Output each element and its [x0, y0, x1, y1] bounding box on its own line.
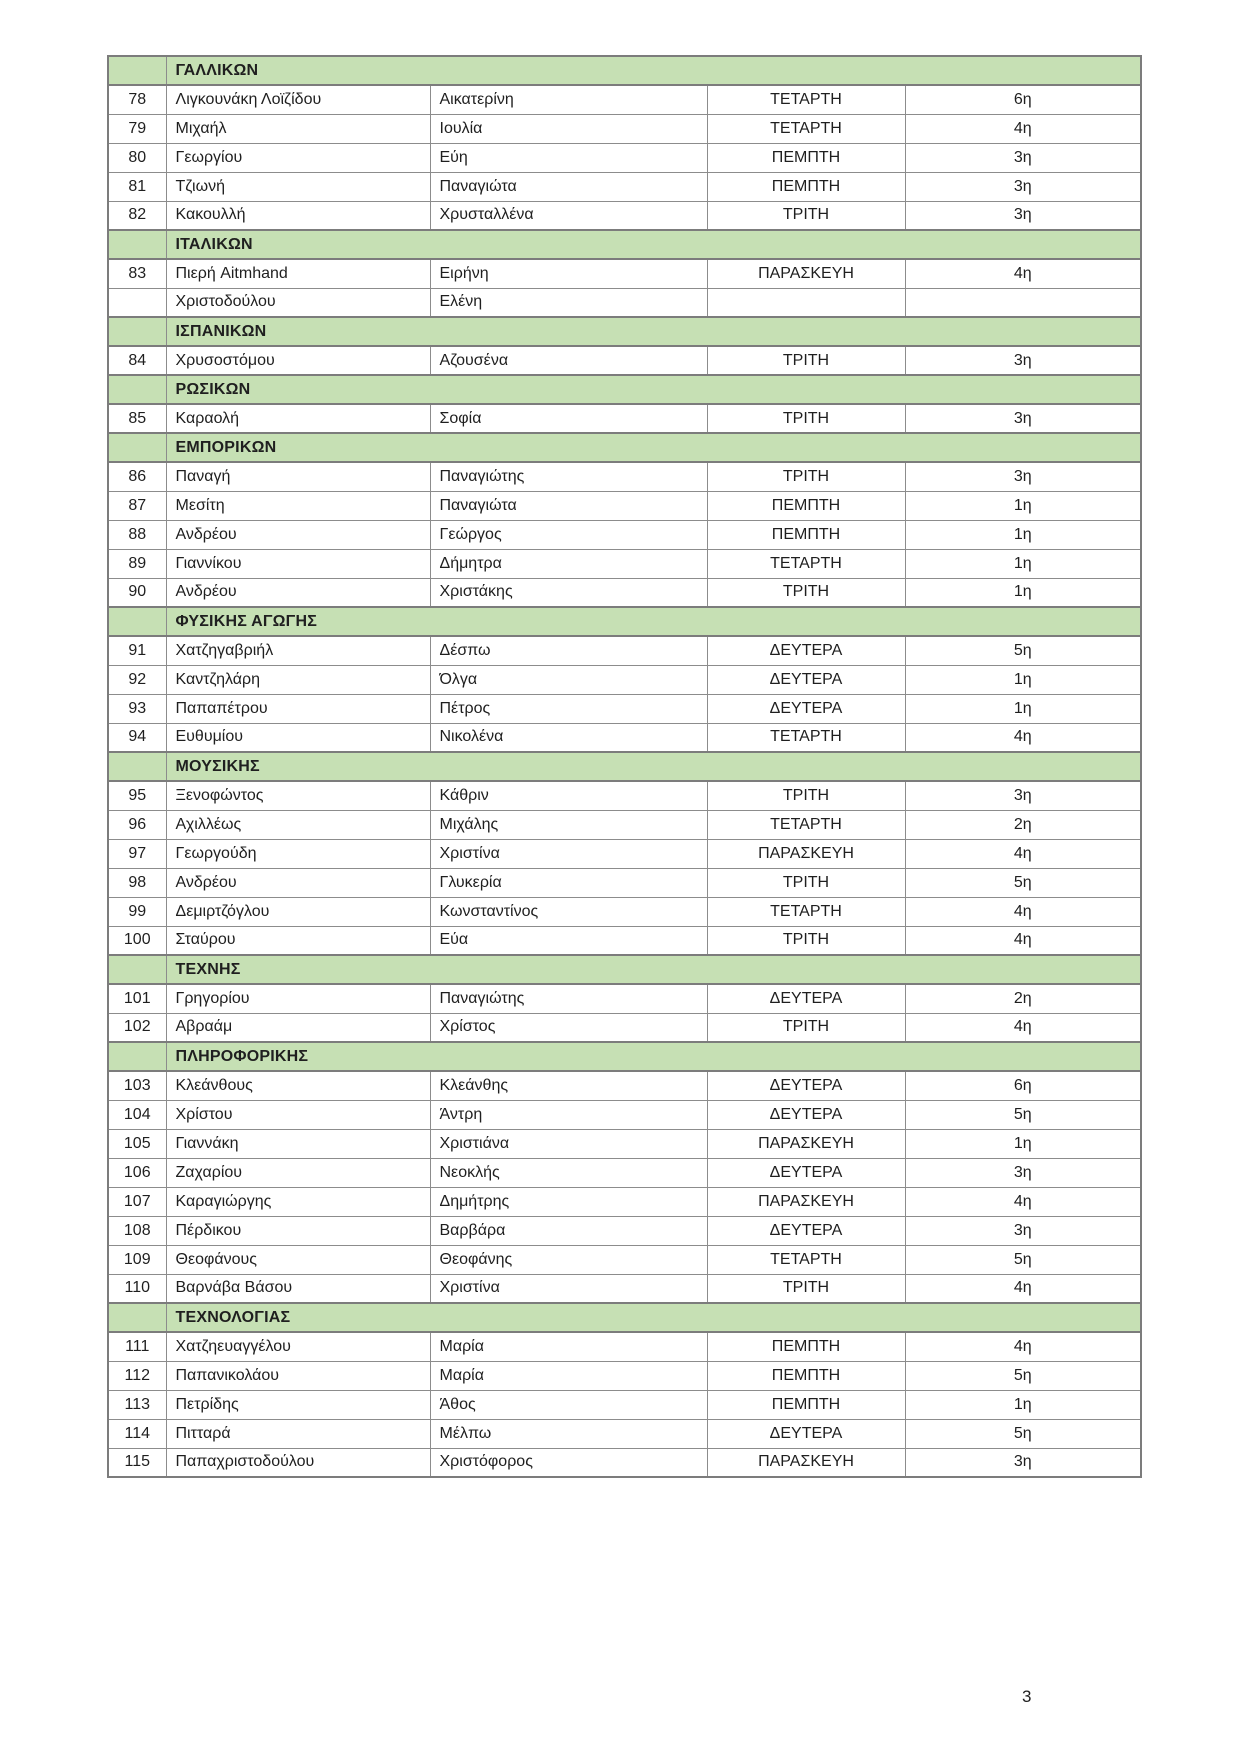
cell-surname: Πετρίδης — [166, 1390, 430, 1419]
cell-number: 112 — [108, 1361, 166, 1390]
cell-period: 5η — [905, 1361, 1141, 1390]
cell-day: ΠΑΡΑΣΚΕΥΗ — [707, 839, 905, 868]
section-header-row — [108, 56, 1141, 85]
cell-day: ΤΡΙΤΗ — [707, 926, 905, 955]
cell-firstname: Κλεάνθης — [430, 1071, 707, 1100]
page-number: 3 — [1022, 1687, 1032, 1706]
cell-period: 5η — [905, 636, 1141, 665]
cell-surname: Χριστοδούλου — [166, 288, 430, 317]
cell-day: ΤΡΙΤΗ — [707, 1013, 905, 1042]
table-row — [108, 491, 1141, 520]
cell-number: 98 — [108, 868, 166, 897]
cell-period: 1η — [905, 694, 1141, 723]
cell-day: ΠΕΜΠΤΗ — [707, 1361, 905, 1390]
cell-day: ΔΕΥΤΕΡΑ — [707, 1216, 905, 1245]
cell-number: 108 — [108, 1216, 166, 1245]
cell-surname: Καραγιώργης — [166, 1187, 430, 1216]
cell-firstname: Μαρία — [430, 1332, 707, 1361]
section-header-row — [108, 955, 1141, 984]
cell-day: ΠΕΜΠΤΗ — [707, 1390, 905, 1419]
table-row — [108, 1100, 1141, 1129]
cell-firstname: Ελένη — [430, 288, 707, 317]
cell-firstname: Όλγα — [430, 665, 707, 694]
cell-day: ΤΡΙΤΗ — [707, 868, 905, 897]
cell-number: 115 — [108, 1448, 166, 1477]
cell-surname: Θεοφάνους — [166, 1245, 430, 1274]
cell-day: ΤΡΙΤΗ — [707, 578, 905, 607]
section-header-row — [108, 607, 1141, 636]
cell-day: ΠΕΜΠΤΗ — [707, 172, 905, 201]
cell-period: 4η — [905, 1013, 1141, 1042]
cell-period: 1η — [905, 665, 1141, 694]
table-row — [108, 85, 1141, 114]
cell-number: 85 — [108, 404, 166, 433]
cell-period: 4η — [905, 259, 1141, 288]
cell-day: ΤΡΙΤΗ — [707, 201, 905, 230]
cell-number: 78 — [108, 85, 166, 114]
table-row — [108, 172, 1141, 201]
table-row — [108, 114, 1141, 143]
section-title: ΙΣΠΑΝΙΚΩΝ — [166, 317, 1141, 346]
cell-surname: Χρυσοστόμου — [166, 346, 430, 375]
table-row — [108, 984, 1141, 1013]
cell-surname: Μιχαήλ — [166, 114, 430, 143]
section-header-spacer — [108, 375, 166, 404]
table-row — [108, 1448, 1141, 1477]
cell-day: ΤΡΙΤΗ — [707, 1274, 905, 1303]
section-title: ΦΥΣΙΚΗΣ ΑΓΩΓΗΣ — [166, 607, 1141, 636]
table-row — [108, 839, 1141, 868]
table-row — [108, 520, 1141, 549]
cell-firstname: Άθος — [430, 1390, 707, 1419]
cell-period: 2η — [905, 984, 1141, 1013]
cell-period: 4η — [905, 1187, 1141, 1216]
cell-period: 5η — [905, 1245, 1141, 1274]
cell-firstname: Παναγιώτα — [430, 172, 707, 201]
cell-surname: Γεωργίου — [166, 143, 430, 172]
cell-number: 94 — [108, 723, 166, 752]
cell-day: ΠΕΜΠΤΗ — [707, 143, 905, 172]
cell-surname: Γιαννίκου — [166, 549, 430, 578]
table-row — [108, 723, 1141, 752]
cell-period: 5η — [905, 1100, 1141, 1129]
cell-surname: Ζαχαρίου — [166, 1158, 430, 1187]
table-row — [108, 549, 1141, 578]
cell-surname: Πιτταρά — [166, 1419, 430, 1448]
table-row — [108, 1245, 1141, 1274]
cell-day: ΔΕΥΤΕΡΑ — [707, 636, 905, 665]
cell-day: ΠΑΡΑΣΚΕΥΗ — [707, 259, 905, 288]
cell-firstname: Χριστίνα — [430, 1274, 707, 1303]
section-title: ΕΜΠΟΡΙΚΩΝ — [166, 433, 1141, 462]
section-header-row — [108, 752, 1141, 781]
table-row — [108, 1390, 1141, 1419]
table-row — [108, 578, 1141, 607]
cell-day: ΠΕΜΠΤΗ — [707, 1332, 905, 1361]
cell-number: 96 — [108, 810, 166, 839]
table-row — [108, 201, 1141, 230]
cell-number: 100 — [108, 926, 166, 955]
cell-firstname: Παναγιώτα — [430, 491, 707, 520]
cell-period: 4η — [905, 723, 1141, 752]
cell-day: ΠΑΡΑΣΚΕΥΗ — [707, 1129, 905, 1158]
cell-number: 86 — [108, 462, 166, 491]
cell-day: ΔΕΥΤΕΡΑ — [707, 1419, 905, 1448]
table-row — [108, 1332, 1141, 1361]
table-row — [108, 346, 1141, 375]
cell-day: ΤΕΤΑΡΤΗ — [707, 549, 905, 578]
cell-firstname: Αζουσένα — [430, 346, 707, 375]
cell-period: 6η — [905, 85, 1141, 114]
section-header-row — [108, 375, 1141, 404]
table-row — [108, 259, 1141, 288]
cell-period: 4η — [905, 1274, 1141, 1303]
cell-surname: Παναγή — [166, 462, 430, 491]
cell-firstname: Γλυκερία — [430, 868, 707, 897]
table-row — [108, 1129, 1141, 1158]
cell-day: ΤΕΤΑΡΤΗ — [707, 114, 905, 143]
section-title: ΤΕΧΝΟΛΟΓΙΑΣ — [166, 1303, 1141, 1332]
cell-surname: Ανδρέου — [166, 578, 430, 607]
section-header-spacer — [108, 317, 166, 346]
cell-number: 107 — [108, 1187, 166, 1216]
cell-firstname: Νικολένα — [430, 723, 707, 752]
cell-surname: Γρηγορίου — [166, 984, 430, 1013]
cell-firstname: Δημήτρης — [430, 1187, 707, 1216]
cell-firstname: Χρυσταλλένα — [430, 201, 707, 230]
cell-firstname: Κάθριν — [430, 781, 707, 810]
cell-number: 80 — [108, 143, 166, 172]
cell-surname: Δεμιρτζόγλου — [166, 897, 430, 926]
cell-surname: Χατζηευαγγέλου — [166, 1332, 430, 1361]
table-row — [108, 1419, 1141, 1448]
cell-day: ΤΕΤΑΡΤΗ — [707, 1245, 905, 1274]
cell-period: 3η — [905, 346, 1141, 375]
schedule-table-body — [108, 56, 1141, 1477]
cell-firstname: Χριστίνα — [430, 839, 707, 868]
cell-period: 3η — [905, 781, 1141, 810]
cell-period: 5η — [905, 1419, 1141, 1448]
cell-number: 82 — [108, 201, 166, 230]
cell-period: 1η — [905, 1390, 1141, 1419]
section-header-row — [108, 230, 1141, 259]
cell-surname: Χατζηγαβριήλ — [166, 636, 430, 665]
cell-number: 79 — [108, 114, 166, 143]
schedule-table — [107, 55, 1142, 1478]
cell-period: 3η — [905, 201, 1141, 230]
table-row — [108, 1187, 1141, 1216]
cell-surname: Παπαχριστοδούλου — [166, 1448, 430, 1477]
cell-period: 4η — [905, 1332, 1141, 1361]
table-row — [108, 1274, 1141, 1303]
cell-firstname: Χρίστος — [430, 1013, 707, 1042]
cell-day: ΤΕΤΑΡΤΗ — [707, 810, 905, 839]
cell-day: ΔΕΥΤΕΡΑ — [707, 665, 905, 694]
cell-number: 93 — [108, 694, 166, 723]
cell-number: 110 — [108, 1274, 166, 1303]
table-row — [108, 636, 1141, 665]
cell-surname: Ανδρέου — [166, 868, 430, 897]
cell-day: ΠΑΡΑΣΚΕΥΗ — [707, 1187, 905, 1216]
cell-number: 109 — [108, 1245, 166, 1274]
cell-number: 90 — [108, 578, 166, 607]
cell-firstname: Εύη — [430, 143, 707, 172]
cell-period: 3η — [905, 1448, 1141, 1477]
cell-firstname: Ιουλία — [430, 114, 707, 143]
cell-firstname: Κωνσταντίνος — [430, 897, 707, 926]
cell-firstname: Δήμητρα — [430, 549, 707, 578]
cell-day: ΠΑΡΑΣΚΕΥΗ — [707, 1448, 905, 1477]
cell-surname: Αβραάμ — [166, 1013, 430, 1042]
cell-firstname: Ειρήνη — [430, 259, 707, 288]
cell-period: 5η — [905, 868, 1141, 897]
cell-number: 84 — [108, 346, 166, 375]
cell-day: ΔΕΥΤΕΡΑ — [707, 694, 905, 723]
cell-firstname: Βαρβάρα — [430, 1216, 707, 1245]
cell-number: 106 — [108, 1158, 166, 1187]
cell-surname: Αχιλλέως — [166, 810, 430, 839]
cell-day: ΤΕΤΑΡΤΗ — [707, 897, 905, 926]
cell-firstname: Χριστιάνα — [430, 1129, 707, 1158]
cell-number: 99 — [108, 897, 166, 926]
cell-firstname: Μιχάλης — [430, 810, 707, 839]
cell-firstname: Δέσπω — [430, 636, 707, 665]
table-row — [108, 810, 1141, 839]
cell-day: ΔΕΥΤΕΡΑ — [707, 1158, 905, 1187]
cell-day: ΔΕΥΤΕΡΑ — [707, 984, 905, 1013]
cell-firstname: Παναγιώτης — [430, 462, 707, 491]
cell-surname: Γεωργούδη — [166, 839, 430, 868]
cell-firstname: Χριστόφορος — [430, 1448, 707, 1477]
cell-number: 87 — [108, 491, 166, 520]
cell-surname: Λιγκουνάκη Λοϊζίδου — [166, 85, 430, 114]
section-header-spacer — [108, 607, 166, 636]
cell-day: ΔΕΥΤΕΡΑ — [707, 1100, 905, 1129]
section-title: ΜΟΥΣΙΚΗΣ — [166, 752, 1141, 781]
table-row — [108, 897, 1141, 926]
section-header-spacer — [108, 56, 166, 85]
cell-surname: Καντζηλάρη — [166, 665, 430, 694]
cell-period: 1η — [905, 578, 1141, 607]
section-header-row — [108, 1303, 1141, 1332]
section-title: ΓΑΛΛΙΚΩΝ — [166, 56, 1141, 85]
cell-number: 113 — [108, 1390, 166, 1419]
table-row — [108, 143, 1141, 172]
cell-period: 4η — [905, 926, 1141, 955]
section-header-row — [108, 317, 1141, 346]
table-row — [108, 665, 1141, 694]
cell-day: ΤΡΙΤΗ — [707, 781, 905, 810]
cell-firstname: Μαρία — [430, 1361, 707, 1390]
cell-surname: Κακουλλή — [166, 201, 430, 230]
cell-surname: Παπανικολάου — [166, 1361, 430, 1390]
cell-day: ΤΡΙΤΗ — [707, 404, 905, 433]
section-header-spacer — [108, 230, 166, 259]
cell-firstname: Σοφία — [430, 404, 707, 433]
cell-number: 97 — [108, 839, 166, 868]
cell-period: 2η — [905, 810, 1141, 839]
cell-surname: Γιαννάκη — [166, 1129, 430, 1158]
section-title: ΠΛΗΡΟΦΟΡΙΚΗΣ — [166, 1042, 1141, 1071]
cell-number: 83 — [108, 259, 166, 288]
cell-surname: Πέρδικου — [166, 1216, 430, 1245]
cell-period: 4η — [905, 897, 1141, 926]
cell-firstname: Αικατερίνη — [430, 85, 707, 114]
cell-firstname: Εύα — [430, 926, 707, 955]
section-header-row — [108, 433, 1141, 462]
cell-firstname: Γεώργος — [430, 520, 707, 549]
section-header-spacer — [108, 955, 166, 984]
cell-period: 3η — [905, 172, 1141, 201]
cell-surname: Ξενοφώντος — [166, 781, 430, 810]
table-row — [108, 781, 1141, 810]
cell-period: 3η — [905, 462, 1141, 491]
cell-surname: Σταύρου — [166, 926, 430, 955]
section-header-spacer — [108, 1303, 166, 1332]
cell-firstname: Χριστάκης — [430, 578, 707, 607]
cell-number — [108, 288, 166, 317]
cell-number: 104 — [108, 1100, 166, 1129]
cell-number: 105 — [108, 1129, 166, 1158]
table-row — [108, 694, 1141, 723]
cell-day: ΤΕΤΑΡΤΗ — [707, 85, 905, 114]
table-row — [108, 1216, 1141, 1245]
section-title: ΤΕΧΝΗΣ — [166, 955, 1141, 984]
section-title: ΙΤΑΛΙΚΩΝ — [166, 230, 1141, 259]
cell-surname: Βαρνάβα Βάσου — [166, 1274, 430, 1303]
section-title: ΡΩΣΙΚΩΝ — [166, 375, 1141, 404]
cell-period: 1η — [905, 1129, 1141, 1158]
cell-number: 89 — [108, 549, 166, 578]
cell-surname: Καραολή — [166, 404, 430, 433]
cell-number: 88 — [108, 520, 166, 549]
cell-firstname: Θεοφάνης — [430, 1245, 707, 1274]
cell-day: ΠΕΜΠΤΗ — [707, 520, 905, 549]
section-header-spacer — [108, 1042, 166, 1071]
section-header-row — [108, 1042, 1141, 1071]
cell-surname: Ανδρέου — [166, 520, 430, 549]
cell-period: 3η — [905, 1216, 1141, 1245]
cell-surname: Παπαπέτρου — [166, 694, 430, 723]
cell-day — [707, 288, 905, 317]
cell-number: 91 — [108, 636, 166, 665]
cell-surname: Ευθυμίου — [166, 723, 430, 752]
cell-day: ΤΡΙΤΗ — [707, 462, 905, 491]
cell-period: 3η — [905, 404, 1141, 433]
cell-day: ΠΕΜΠΤΗ — [707, 491, 905, 520]
cell-day: ΤΕΤΑΡΤΗ — [707, 723, 905, 752]
cell-period: 1η — [905, 549, 1141, 578]
cell-firstname: Παναγιώτης — [430, 984, 707, 1013]
table-row — [108, 868, 1141, 897]
cell-period: 3η — [905, 1158, 1141, 1187]
cell-day: ΔΕΥΤΕΡΑ — [707, 1071, 905, 1100]
section-header-spacer — [108, 433, 166, 462]
cell-period: 1η — [905, 520, 1141, 549]
cell-surname: Τζιωνή — [166, 172, 430, 201]
cell-number: 81 — [108, 172, 166, 201]
table-row — [108, 1071, 1141, 1100]
cell-firstname: Νεοκλής — [430, 1158, 707, 1187]
cell-firstname: Άντρη — [430, 1100, 707, 1129]
cell-surname: Χρίστου — [166, 1100, 430, 1129]
table-row — [108, 288, 1141, 317]
cell-period: 4η — [905, 114, 1141, 143]
cell-firstname: Πέτρος — [430, 694, 707, 723]
table-row — [108, 1361, 1141, 1390]
cell-period: 1η — [905, 491, 1141, 520]
cell-day: ΤΡΙΤΗ — [707, 346, 905, 375]
table-row — [108, 404, 1141, 433]
cell-number: 114 — [108, 1419, 166, 1448]
cell-number: 101 — [108, 984, 166, 1013]
table-row — [108, 1013, 1141, 1042]
cell-surname: Κλεάνθους — [166, 1071, 430, 1100]
cell-period — [905, 288, 1141, 317]
cell-period: 4η — [905, 839, 1141, 868]
cell-surname: Πιερή Aitmhand — [166, 259, 430, 288]
cell-surname: Μεσίτη — [166, 491, 430, 520]
section-header-spacer — [108, 752, 166, 781]
cell-firstname: Μέλπω — [430, 1419, 707, 1448]
cell-number: 111 — [108, 1332, 166, 1361]
table-row — [108, 462, 1141, 491]
cell-number: 92 — [108, 665, 166, 694]
cell-period: 3η — [905, 143, 1141, 172]
table-row — [108, 1158, 1141, 1187]
cell-number: 95 — [108, 781, 166, 810]
cell-number: 103 — [108, 1071, 166, 1100]
table-row — [108, 926, 1141, 955]
cell-period: 6η — [905, 1071, 1141, 1100]
cell-number: 102 — [108, 1013, 166, 1042]
